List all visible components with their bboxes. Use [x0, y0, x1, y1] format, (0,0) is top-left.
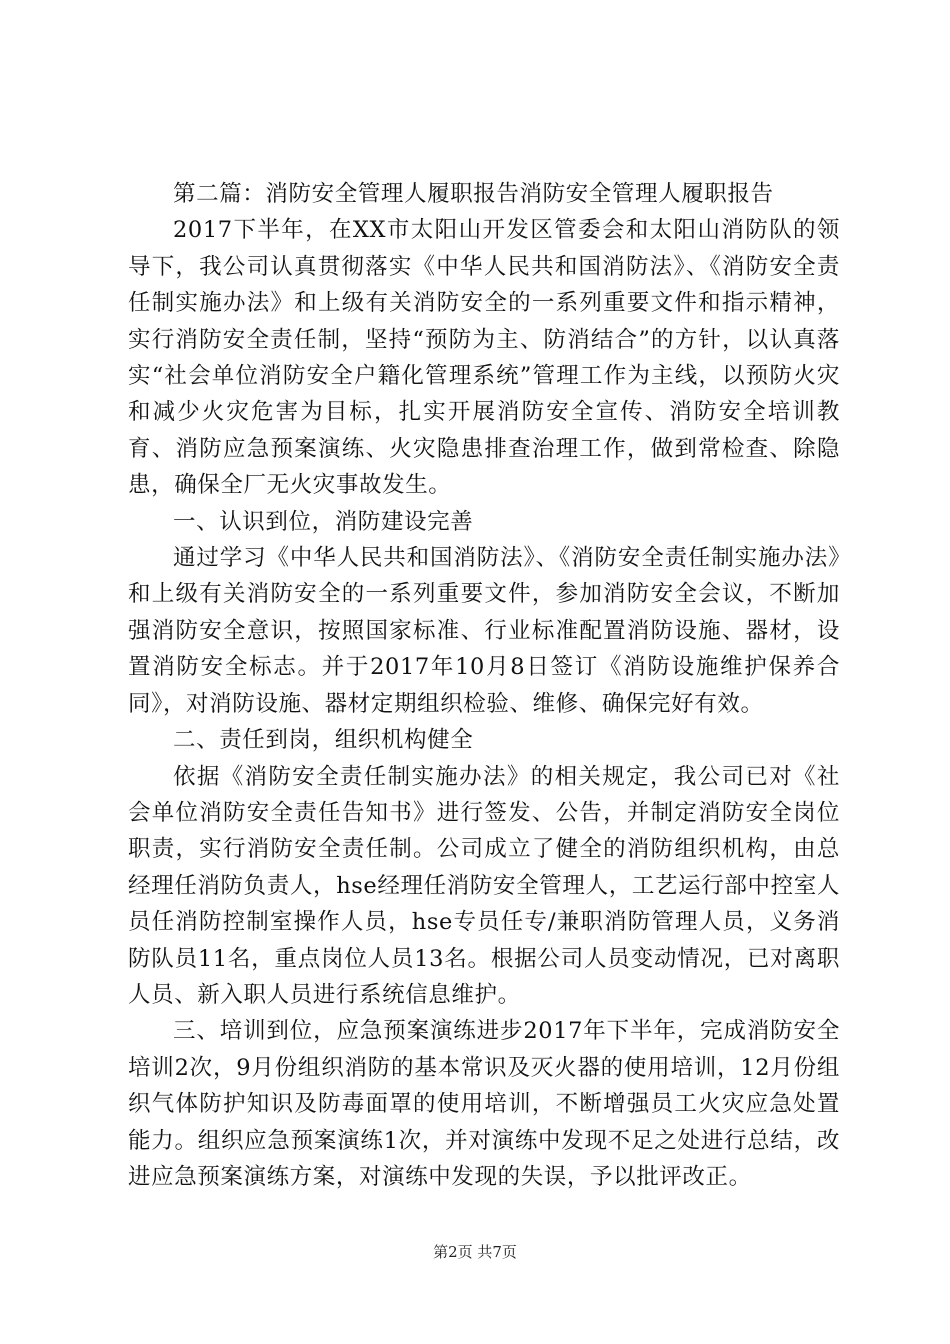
- document-title: 第二篇：消防安全管理人履职报告消防安全管理人履职报告: [173, 181, 774, 207]
- page-footer: 第2页 共7页: [433, 1243, 517, 1261]
- paragraph-section-2: 依据《消防安全责任制实施办法》的相关规定，我公司已对《社会单位消防安全责任告知书》进行签发、公告，并制定消防安全岗位职责，实行消防安全责任制。公司成立了健全的消防组织机构，由总经理任消防负责人，hse经理任消防安全管理人，工艺运行部中控室人员任消防控制室操作人员，hse专员任专/兼职消防管理人员，义务消防队员11名，重点岗位人员13名。根据公司人员变动情况，已对离职人员、新入职人员进行系统信息维护。: [128, 763, 840, 1008]
- document-body: [128, 176, 840, 1195]
- paragraph-section-3: 三、培训到位，应急预案演练进步2017年下半年，完成消防安全培训2次，9月份组织消防的基本常识及灭火器的使用培训，12月份组织气体防护知识及防毒面罩的使用培训，不断增强员工火灾应急处置能力。组织应急预案演练1次，并对演练中发现不足之处进行总结，改进应急预案演练方案，对演练中发现的失误，予以批评改正。: [128, 1018, 840, 1190]
- section-heading-1: 一、认识到位，消防建设完善: [173, 508, 474, 535]
- paragraph-section-1: 通过学习《中华人民共和国消防法》、《消防安全责任制实施办法》和上级有关消防安全的一系列重要文件，参加消防安全会议，不断加强消防安全意识，按照国家标准、行业标准配置消防设施、器材，设置消防安全标志。并于2017年10月8日签订《消防设施维护保养合同》，对消防设施、器材定期组织检验、维修、确保完好有效。: [128, 545, 840, 717]
- paragraph-intro: 2017下半年，在XX市太阳山开发区管委会和太阳山消防队的领导下，我公司认真贯彻落实《中华人民共和国消防法》、《消防安全责任制实施办法》和上级有关消防安全的一系列重要文件和指示精神，实行消防安全责任制，坚持“预防为主、防消结合”的方针，以认真落实“社会单位消防安全户籍化管理系统”管理工作为主线，以预防火灾和减少火灾危害为目标，扎实开展消防安全宣传、消防安全培训教育、消防应急预案演练、火灾隐患排查治理工作，做到常检查、除隐患，确保全厂无火灾事故发生。: [128, 217, 840, 499]
- section-heading-2: 二、责任到岗，组织机构健全: [173, 727, 474, 754]
